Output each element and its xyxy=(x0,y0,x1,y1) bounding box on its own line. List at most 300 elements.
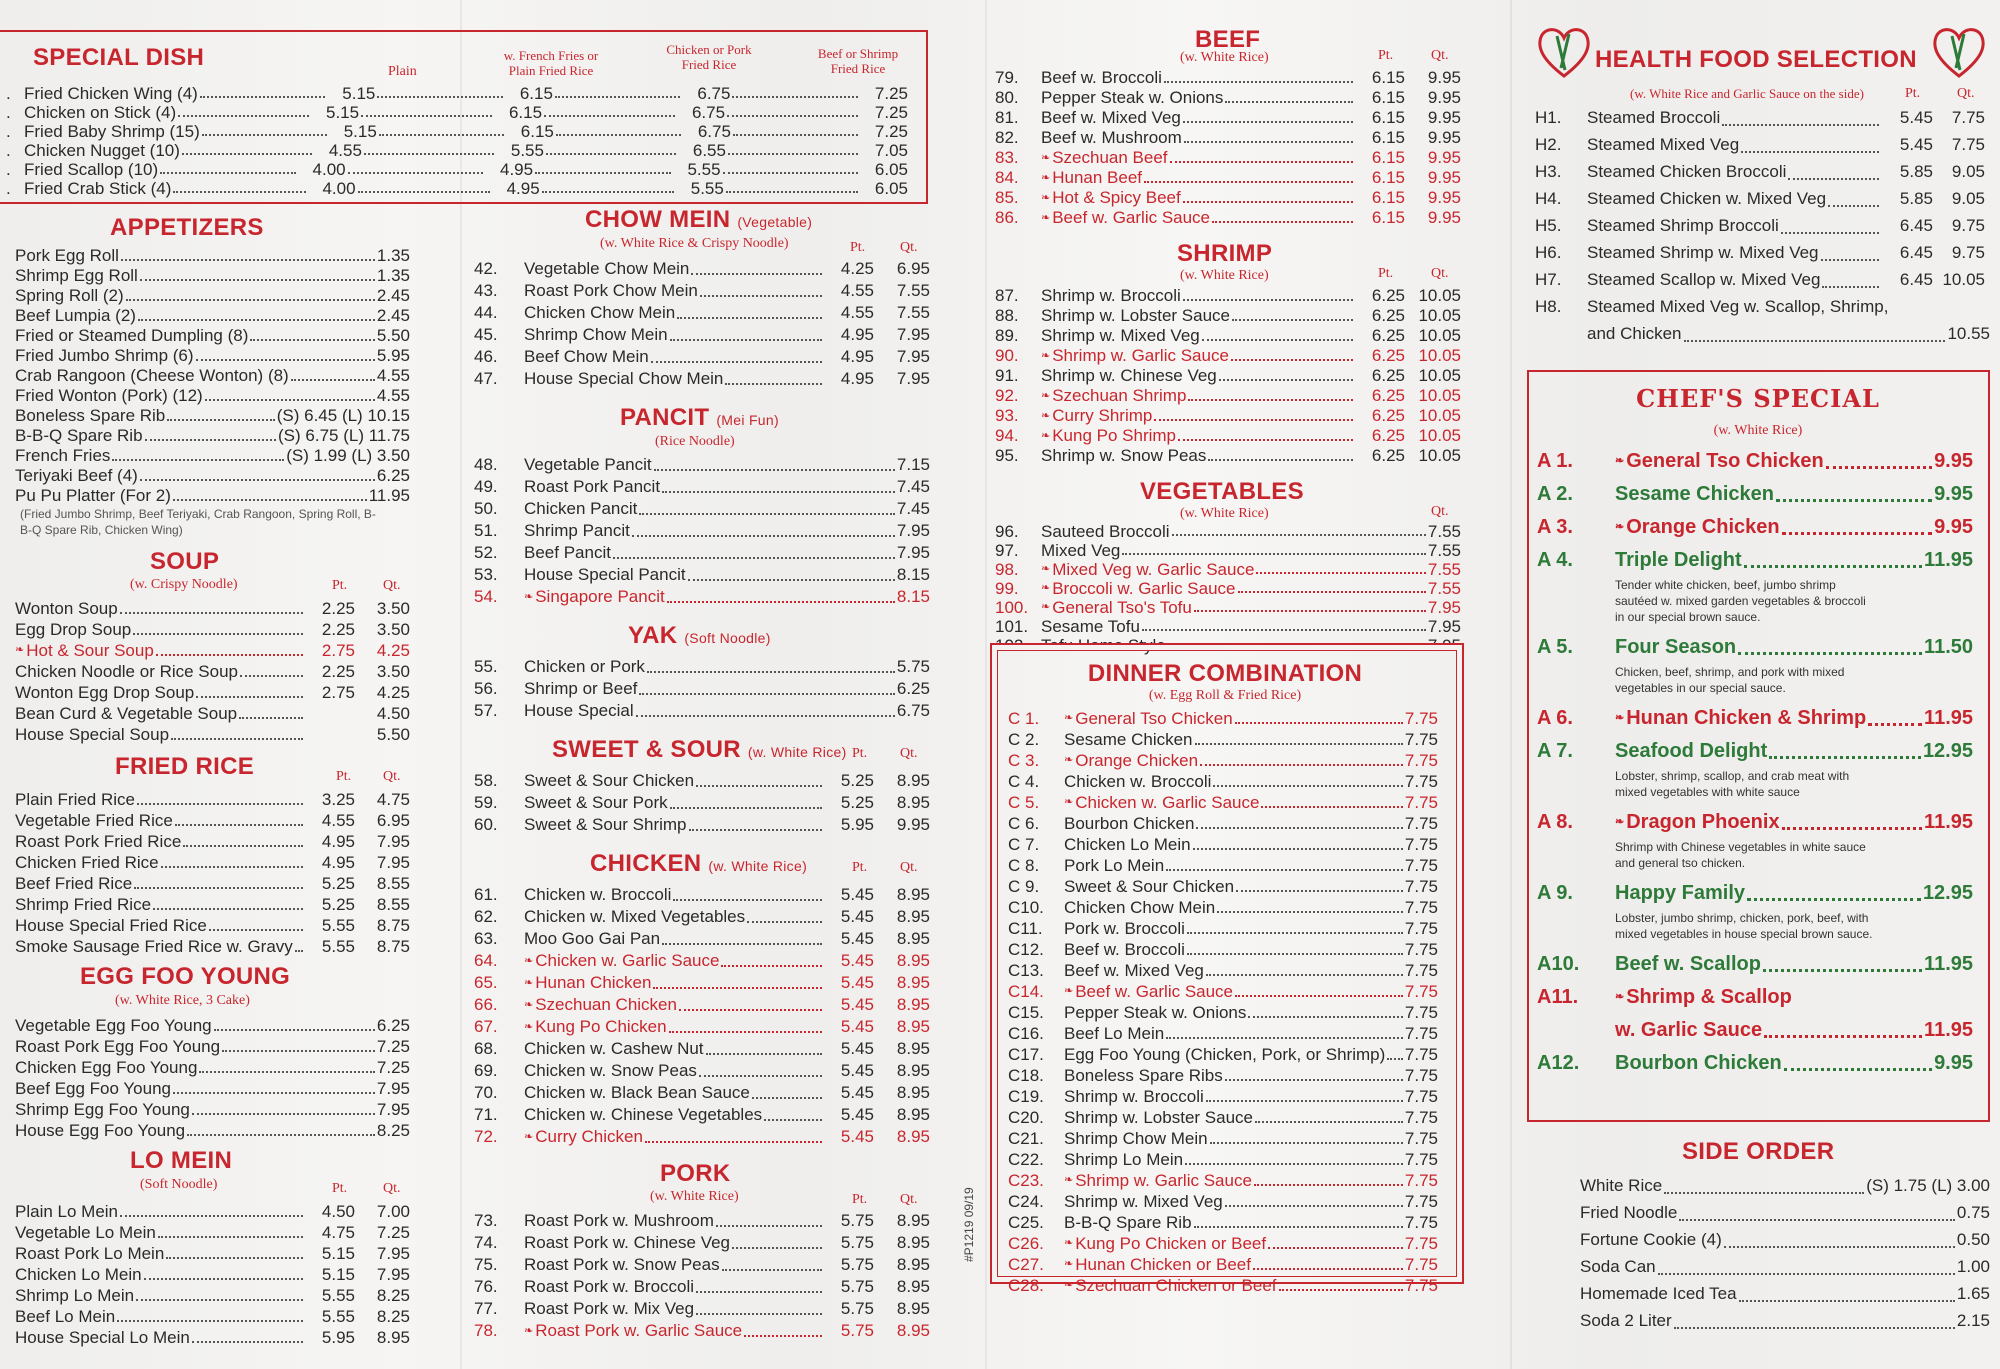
price-pint: 4.95 xyxy=(321,832,355,851)
price-pint: 5.95 xyxy=(840,815,874,834)
price-pint: 5.45 xyxy=(840,1017,874,1036)
price: 7.75 xyxy=(1404,793,1438,812)
menu-item xyxy=(995,346,1461,366)
price: 12.95 xyxy=(1922,882,1973,904)
item-number: 100. xyxy=(995,598,1029,617)
menu-item xyxy=(15,936,410,957)
leader-dots xyxy=(156,654,303,656)
item-name: Pork w. Broccoli xyxy=(1064,919,1185,938)
leader-dots xyxy=(1184,141,1353,143)
item-number: 71. xyxy=(474,1105,498,1124)
item-number: 93. xyxy=(995,406,1019,425)
chowmein-sub: (w. White Rice & Crispy Noodle) xyxy=(600,236,789,251)
menu-item xyxy=(474,770,930,792)
leader-dots xyxy=(700,295,822,297)
price-pint: 4.50 xyxy=(321,1202,355,1221)
item-number: A11. xyxy=(1537,986,1579,1008)
menu-item xyxy=(1008,1065,1438,1086)
menu-item xyxy=(1537,981,1973,1014)
item-name: Curry Chicken xyxy=(535,1127,643,1146)
price-pint: 5.45 xyxy=(840,929,874,948)
price: 9.95 xyxy=(1934,483,1973,505)
price: 1.65 xyxy=(1956,1284,1990,1303)
menu-item xyxy=(1537,702,1973,735)
soup-qt: Qt. xyxy=(383,578,401,593)
leader-dots xyxy=(120,612,303,614)
item-name: Fried Crab Stick (4) xyxy=(24,179,172,198)
leader-dots xyxy=(1166,869,1403,871)
price-quart: 8.95 xyxy=(896,771,930,790)
item-number: 61. xyxy=(474,885,498,904)
dinner-sub: (w. Egg Roll & Fried Rice) xyxy=(1148,688,1302,703)
menu-item xyxy=(15,724,410,745)
eggfoo-header xyxy=(0,963,410,1015)
pork-title: PORK xyxy=(660,1160,731,1187)
item-number: C26. xyxy=(1008,1234,1044,1253)
price-pint: 5.55 xyxy=(321,916,355,935)
item-number: 65. xyxy=(474,973,498,992)
item-name: Fried Scallop (10) xyxy=(24,160,159,179)
menu-item xyxy=(15,1264,410,1285)
item-number: 77. xyxy=(474,1299,498,1318)
leader-dots xyxy=(1195,743,1403,745)
leader-dots xyxy=(202,134,327,136)
leader-dots xyxy=(1194,610,1426,612)
price: 7.45 xyxy=(896,499,930,518)
leader-dots xyxy=(653,987,822,989)
menu-item xyxy=(474,994,930,1016)
price: 2.15 xyxy=(1956,1311,1990,1330)
yak-list xyxy=(470,656,930,722)
leader-dots xyxy=(632,535,895,537)
item-number: 89. xyxy=(995,326,1019,345)
shrimp-pt: Pt. xyxy=(1378,266,1394,281)
price-quart: 5.50 xyxy=(376,725,410,744)
item-number: C27. xyxy=(1008,1255,1044,1274)
price-pint: 4.25 xyxy=(840,259,874,278)
menu-item xyxy=(474,564,930,586)
leader-dots xyxy=(1784,1068,1932,1071)
item-name: Mixed Veg w. Garlic Sauce xyxy=(1052,560,1255,579)
price: 2.45 xyxy=(376,306,410,325)
sweetsour-title: SWEET & SOUR (w. White Rice) xyxy=(552,736,847,763)
price-quart: 10.05 xyxy=(1418,306,1461,325)
item-name: Homemade Iced Tea xyxy=(1580,1284,1737,1303)
price: 7.75 xyxy=(1404,1276,1438,1295)
leader-dots xyxy=(134,887,303,889)
sweetsour-pt: Pt. xyxy=(852,746,868,761)
friedrice-list xyxy=(0,789,410,957)
leader-dots xyxy=(1232,319,1353,321)
item-number: 85. xyxy=(995,188,1019,207)
price-pint: 5.85 xyxy=(1899,189,1933,208)
menu-item xyxy=(15,598,410,619)
item-number: 96. xyxy=(995,522,1019,541)
item-name: House Special Lo Mein xyxy=(15,1328,190,1347)
pepper-icon: ❧ xyxy=(1041,563,1051,575)
item-name: Shrimp w. Garlic Sauce xyxy=(1075,1171,1252,1190)
price-pint: 6.15 xyxy=(1371,188,1405,207)
leader-dots xyxy=(1170,161,1353,163)
eggfoo-title: EGG FOO YOUNG xyxy=(80,963,291,990)
price: 4.55 xyxy=(328,141,362,160)
pepper-icon: ❧ xyxy=(1615,816,1625,828)
price-quart: 4.50 xyxy=(376,704,410,723)
price-pint: 5.15 xyxy=(321,1265,355,1284)
item-number: C14. xyxy=(1008,982,1044,1001)
item-number: C20. xyxy=(1008,1108,1044,1127)
menu-item xyxy=(995,108,1461,128)
item-number: A 8. xyxy=(1537,811,1573,833)
pepper-icon: ❧ xyxy=(524,1131,534,1143)
price-quart: 8.25 xyxy=(376,1286,410,1305)
leader-dots xyxy=(1238,591,1426,593)
price: 7.75 xyxy=(1404,814,1438,833)
price: 7.75 xyxy=(1404,982,1438,1001)
price-pint: 4.95 xyxy=(840,369,874,388)
leader-dots xyxy=(178,115,309,117)
menu-item xyxy=(1535,131,1985,158)
menu-item xyxy=(15,1015,410,1036)
item-number: 80. xyxy=(995,88,1019,107)
price-quart: 8.95 xyxy=(896,1277,930,1296)
menu-item xyxy=(995,168,1461,188)
item-number: A 5. xyxy=(1537,636,1573,658)
shrimp-list xyxy=(995,286,1465,466)
price: 9.95 xyxy=(1934,516,1973,538)
leader-dots xyxy=(1741,151,1879,153)
hdr-french-fries: w. French Fries or Plain Fried Rice xyxy=(503,48,599,78)
leader-dots xyxy=(645,1141,822,1143)
price-quart: 6.95 xyxy=(896,259,930,278)
menu-item xyxy=(1008,750,1438,771)
item-name: Chicken w. Broccoli xyxy=(1064,772,1212,791)
menu-item xyxy=(995,326,1461,346)
price-quart: 10.05 xyxy=(1418,406,1461,425)
item-number: C18. xyxy=(1008,1066,1044,1085)
pepper-icon: ❧ xyxy=(1064,985,1074,997)
item-name: Beef Lo Mein xyxy=(1064,1024,1165,1043)
price-pint: 5.15 xyxy=(321,1244,355,1263)
menu-item xyxy=(1008,1044,1438,1065)
price: 11.50 xyxy=(1924,636,1973,658)
menu-item xyxy=(15,831,410,852)
price: 5.15 xyxy=(342,84,376,103)
price-pint: 2.75 xyxy=(321,683,355,702)
price-quart: 9.95 xyxy=(1427,188,1461,207)
price: 6.55 xyxy=(692,141,726,160)
item-name: Szechuan Chicken xyxy=(535,995,677,1014)
pepper-icon: ❧ xyxy=(1041,212,1051,224)
price-pint: 2.25 xyxy=(321,599,355,618)
leader-dots xyxy=(1821,259,1879,261)
menu-item xyxy=(15,386,410,406)
item-name: Seafood Delight xyxy=(1615,740,1768,762)
item-number: 75. xyxy=(474,1255,498,1274)
leader-dots xyxy=(639,693,895,695)
item-name: Fried Jumbo Shrimp (6) xyxy=(15,346,194,365)
leader-dots xyxy=(1183,121,1353,123)
price-quart: 8.95 xyxy=(896,1211,930,1230)
leader-dots xyxy=(752,1097,822,1099)
item-name: Mixed Veg xyxy=(1041,541,1121,560)
leader-dots xyxy=(1739,1300,1955,1302)
price: 4.95 xyxy=(499,160,534,179)
price-pint: 5.45 xyxy=(840,1105,874,1124)
leader-dots xyxy=(1142,629,1426,631)
heart-icon xyxy=(1930,22,1988,80)
leader-dots xyxy=(182,153,312,155)
price: 7.95 xyxy=(376,1079,410,1098)
menu-item xyxy=(474,1126,930,1148)
menu-item xyxy=(1580,1172,1990,1199)
leader-dots xyxy=(1828,205,1879,207)
item-name: Pepper Steak w. Onions xyxy=(1041,88,1224,107)
health-qt: Qt. xyxy=(1957,86,1975,101)
item-name: Roast Pork Fried Rice xyxy=(15,832,182,851)
leader-dots xyxy=(1279,1289,1403,1291)
price-quart: 8.95 xyxy=(376,1328,410,1347)
item-number: C15. xyxy=(1008,1003,1044,1022)
leader-dots xyxy=(173,1092,375,1094)
item-name: Shrimp Egg Roll xyxy=(15,266,138,285)
item-number: C 2. xyxy=(1008,730,1040,749)
price-quart: 9.75 xyxy=(1951,243,1985,262)
menu-item xyxy=(474,884,930,906)
price-quart: 7.95 xyxy=(376,1244,410,1263)
menu-item xyxy=(474,542,930,564)
pepper-icon: ❧ xyxy=(1041,350,1051,362)
item-description: Chicken, beef, shrimp, and pork with mixed vegetables in our special sauce. xyxy=(1615,665,1845,695)
item-number: 92. xyxy=(995,386,1019,405)
menu-item xyxy=(1580,1199,1990,1226)
menu-item xyxy=(474,368,930,390)
item-name-2: w. Garlic Sauce xyxy=(1615,1019,1763,1041)
health-list xyxy=(1525,104,1990,293)
item-name: Chicken w. Cashew Nut xyxy=(524,1039,704,1058)
leader-dots xyxy=(166,1257,303,1259)
item-number: A 3. xyxy=(1537,516,1573,538)
item-name: Shrimp Chow Mein xyxy=(524,325,668,344)
leader-dots xyxy=(1782,532,1932,535)
item-name: Roast Pork Egg Foo Young xyxy=(15,1037,221,1056)
item-name: Fortune Cookie (4) xyxy=(1580,1230,1722,1249)
price: 7.75 xyxy=(1404,1255,1438,1274)
item-name: House Special Fried Rice xyxy=(15,916,207,935)
menu-item xyxy=(15,466,410,486)
item-number: 98. xyxy=(995,560,1019,579)
price-pint: 5.45 xyxy=(840,885,874,904)
item-name: Soda 2 Liter xyxy=(1580,1311,1672,1330)
item-number: 102. xyxy=(995,636,1029,655)
side-list xyxy=(1580,1172,1990,1334)
price: 7.75 xyxy=(1404,856,1438,875)
price: 7.25 xyxy=(874,103,908,122)
leader-dots xyxy=(1776,499,1932,502)
menu-item xyxy=(995,579,1461,598)
leader-dots xyxy=(689,829,822,831)
item-number: 46. xyxy=(474,347,498,366)
menu-item xyxy=(474,678,930,700)
item-description: Shrimp with Chinese vegetables in white sauce and general tso chicken. xyxy=(1615,840,1866,870)
item-name: Teriyaki Beef (4) xyxy=(15,466,138,485)
health-sub: (w. White Rice and Garlic Sauce on the side) xyxy=(1630,86,1864,101)
item-number: C24. xyxy=(1008,1192,1044,1211)
price-pint: 6.45 xyxy=(1899,243,1933,262)
item-name: Shrimp or Beef xyxy=(524,679,638,698)
menu-item xyxy=(474,1016,930,1038)
price-pint: 4.95 xyxy=(321,853,355,872)
price: 7.95 xyxy=(1427,636,1461,655)
item-number: 59. xyxy=(474,793,498,812)
item-description: Lobster, jumbo shrimp, chicken, pork, beef, with mixed vegetables in house special brown sauce. xyxy=(1615,911,1873,941)
shrimp-sub: (w. White Rice) xyxy=(1180,268,1269,283)
leader-dots xyxy=(1213,785,1403,787)
item-number: 51. xyxy=(474,521,498,540)
price-quart: 8.95 xyxy=(896,1233,930,1252)
price: (S) 1.75 (L) 3.00 xyxy=(1866,1176,1990,1195)
leader-dots xyxy=(639,513,895,515)
chicken-title: CHICKEN (w. White Rice) xyxy=(590,850,808,877)
leader-dots xyxy=(358,191,490,193)
price-quart: 4.25 xyxy=(376,683,410,702)
special-item xyxy=(6,160,908,179)
leader-dots xyxy=(1769,756,1921,759)
column-2 xyxy=(470,206,930,1342)
leader-dots xyxy=(379,134,504,136)
item-number: 88. xyxy=(995,306,1019,325)
leader-dots xyxy=(1781,232,1879,234)
veg-header xyxy=(995,474,1465,522)
bullet: . xyxy=(6,160,11,179)
leader-dots xyxy=(1183,201,1353,203)
leader-dots xyxy=(1206,1100,1403,1102)
menu-item xyxy=(1008,771,1438,792)
leader-dots xyxy=(1868,723,1922,726)
item-number: C22. xyxy=(1008,1150,1044,1169)
special-dish-title: SPECIAL DISH xyxy=(33,44,205,71)
item-name: Chicken on Stick (4) xyxy=(24,103,177,122)
special-item xyxy=(6,122,908,141)
menu-item xyxy=(995,386,1461,406)
menu-item xyxy=(474,1210,930,1232)
price-quart: 9.95 xyxy=(1427,88,1461,107)
menu-item xyxy=(1008,708,1438,729)
item-name: Shrimp w. Garlic Sauce xyxy=(1052,346,1229,365)
leader-dots xyxy=(1664,1192,1864,1194)
price-pint: 4.75 xyxy=(321,1223,355,1242)
item-name: Szechuan Beef xyxy=(1052,148,1168,167)
price: 8.25 xyxy=(376,1121,410,1140)
price: 6.15 xyxy=(520,122,554,141)
chowmein-header xyxy=(470,206,930,256)
item-name: Shrimp w. Broccoli xyxy=(1064,1087,1204,1106)
price: 6.25 xyxy=(376,1016,410,1035)
item-number: C16. xyxy=(1008,1024,1044,1043)
item-name: Hunan Chicken xyxy=(535,973,652,992)
menu-item xyxy=(995,188,1461,208)
item-name: Beef w. Mushroom xyxy=(1041,128,1182,147)
leader-dots xyxy=(1188,399,1353,401)
menu-item xyxy=(1537,806,1973,839)
menu-item xyxy=(474,656,930,678)
leader-dots xyxy=(1185,1163,1403,1165)
price-quart: 8.95 xyxy=(896,951,930,970)
leader-dots xyxy=(167,419,274,421)
veg-sub: (w. White Rice) xyxy=(1180,506,1269,521)
item-name: Fried Wonton (Pork) (12) xyxy=(15,386,203,405)
pepper-icon: ❧ xyxy=(1064,1174,1074,1186)
leader-dots xyxy=(1782,827,1922,830)
item-name: Sweet & Sour Chicken xyxy=(1064,877,1235,896)
price-quart: 9.05 xyxy=(1951,162,1985,181)
leader-dots xyxy=(1722,124,1879,126)
price-pint: 6.25 xyxy=(1371,366,1405,385)
leader-dots xyxy=(677,317,822,319)
item-name: Boneless Spare Ribs xyxy=(1064,1066,1223,1085)
item-name: Boneless Spare Rib xyxy=(15,406,166,425)
menu-item-line2 xyxy=(1537,1014,1973,1047)
leader-dots xyxy=(636,715,895,717)
item-name: Sesame Tofu xyxy=(1041,617,1140,636)
item-number: 73. xyxy=(474,1211,498,1230)
item-name: Steamed Mixed Veg xyxy=(1587,135,1740,154)
pepper-icon: ❧ xyxy=(524,591,534,603)
menu-item xyxy=(1008,729,1438,750)
menu-item xyxy=(1537,544,1973,577)
chef-title: CHEF'S SPECIAL xyxy=(1636,384,1880,413)
leader-dots xyxy=(192,1341,303,1343)
leader-dots xyxy=(364,153,494,155)
leader-dots xyxy=(153,908,303,910)
item-number: H2. xyxy=(1535,135,1562,154)
price-pint: 2.75 xyxy=(321,641,355,660)
menu-item xyxy=(1008,1023,1438,1044)
column-1 xyxy=(0,214,410,1348)
menu-item xyxy=(474,324,930,346)
leader-dots xyxy=(744,1335,822,1337)
item-name: Fried Noodle xyxy=(1580,1203,1678,1222)
menu-item xyxy=(1008,1212,1438,1233)
item-name: French Fries xyxy=(15,446,111,465)
price-quart: 7.00 xyxy=(376,1202,410,1221)
price: 5.75 xyxy=(896,657,930,676)
menu-item xyxy=(474,792,930,814)
leader-dots xyxy=(691,273,822,275)
price-pint: 6.25 xyxy=(1371,406,1405,425)
price-pint: 6.15 xyxy=(1371,208,1405,227)
pepper-icon: ❧ xyxy=(524,977,534,989)
item-number: C17. xyxy=(1008,1045,1044,1064)
price: 4.00 xyxy=(322,179,356,198)
price: 7.75 xyxy=(1404,1234,1438,1253)
item-name: Shrimp Pancit xyxy=(524,521,630,540)
menu-item xyxy=(1535,185,1985,212)
leader-dots xyxy=(1826,466,1932,469)
leader-dots xyxy=(1255,1121,1403,1123)
hdr-chicken-pork-rice: Chicken or Pork Fried Rice xyxy=(666,42,752,72)
price: 1.35 xyxy=(376,266,410,285)
pepper-icon: ❧ xyxy=(1041,430,1051,442)
beef-pt: Pt. xyxy=(1378,48,1394,63)
item-number: 78. xyxy=(474,1321,498,1340)
lomein-list xyxy=(0,1201,410,1348)
leader-dots xyxy=(727,115,858,117)
item-name: Hunan Chicken & Shrimp xyxy=(1626,707,1867,729)
friedrice-title: FRIED RICE xyxy=(115,753,255,780)
price-quart: 8.95 xyxy=(896,973,930,992)
menu-item xyxy=(995,148,1461,168)
